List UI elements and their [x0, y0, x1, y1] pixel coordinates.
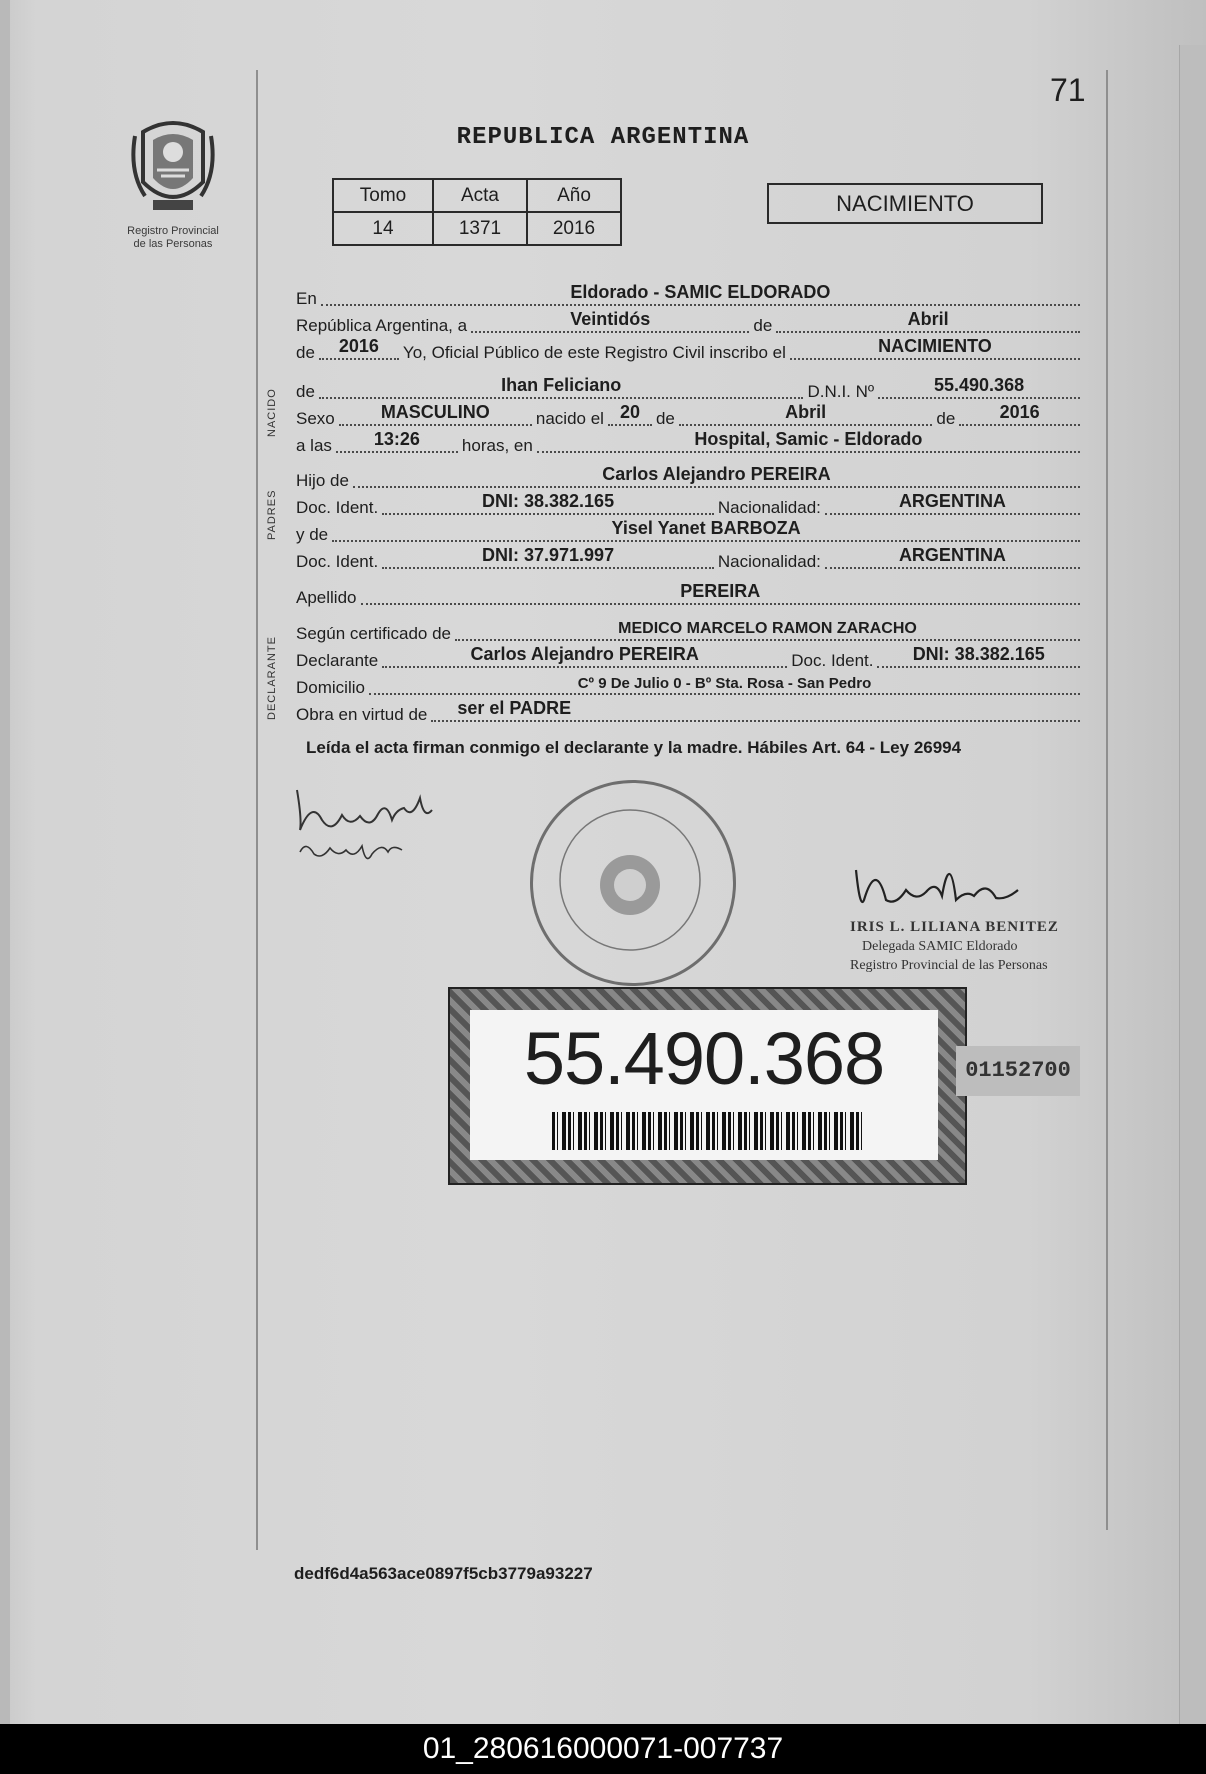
label-number: 55.490.368	[523, 1017, 885, 1100]
value-domicilio: Cº 9 De Julio 0 - Bº Sta. Rosa - San Pedro	[577, 675, 872, 692]
value-nombre: Ihan Feliciano	[501, 375, 622, 395]
page-title: REPUBLICA ARGENTINA	[456, 124, 750, 151]
registry-stamp	[530, 780, 736, 986]
value-inscribo: NACIMIENTO	[878, 336, 992, 356]
value-padre-doc: DNI: 38.382.165	[482, 491, 615, 511]
value-obra: ser el PADRE	[457, 698, 572, 718]
value-dni: 55.490.368	[934, 375, 1025, 395]
label-republica: República Argentina, a	[296, 316, 468, 335]
label-en: En	[296, 289, 317, 308]
value-en: Eldorado - SAMIC ELDORADO	[570, 282, 831, 302]
ref-header-acta: Acta	[433, 179, 527, 212]
signer-office: Registro Provincial de las Personas	[850, 958, 1048, 973]
declarant-signature	[292, 780, 462, 880]
row-madre-doc	[296, 547, 1084, 573]
side-label-declarante: DECLARANTE	[266, 636, 278, 720]
value-nacido-mes: Abril	[785, 402, 827, 422]
left-margin-line	[256, 70, 258, 1550]
signer-name: IRIS L. LILIANA BENITEZ	[850, 919, 1059, 935]
value-madre-doc: DNI: 37.971.997	[482, 545, 615, 565]
label-hijo: Hijo de	[296, 471, 349, 490]
label-nacionalidad-madre: Nacionalidad:	[717, 552, 821, 571]
footer-id: 01_280616000071-007737	[0, 1724, 1206, 1774]
label-de-nacido-mes: de	[655, 409, 675, 428]
label-certificado: Según certificado de	[296, 624, 451, 643]
signer-role: Delegada SAMIC Eldorado	[862, 939, 1018, 954]
row-inscripcion	[296, 338, 1084, 364]
value-nacido-anio: 2016	[999, 402, 1040, 422]
label-nacido-el: nacido el	[535, 409, 604, 428]
value-padre-nac: ARGENTINA	[898, 491, 1006, 511]
label-dni: D.N.I. Nº	[807, 382, 875, 401]
ref-header-anio: Año	[527, 179, 621, 212]
label-de-mes: de	[753, 316, 773, 335]
registry-logo	[118, 112, 228, 251]
logo-caption-line-1: Registro Provincial	[127, 225, 219, 237]
side-label-nacido: NACIDO	[266, 388, 278, 437]
row-hora	[296, 431, 1084, 457]
label-doc-declarante: Doc. Ident.	[791, 651, 874, 670]
value-hora: 13:26	[373, 429, 420, 449]
ref-header-tomo: Tomo	[333, 179, 433, 212]
next-page-edge	[1179, 45, 1206, 1725]
value-madre: Yisel Yanet BARBOZA	[611, 518, 801, 538]
side-label-padres: PADRES	[266, 489, 278, 540]
official-signature	[846, 840, 1036, 920]
page-edge	[0, 0, 10, 1724]
side-code-tag: 01152700	[956, 1046, 1080, 1096]
stamp-emblem-icon	[530, 780, 730, 980]
document-hash: dedf6d4a563ace0897f5cb3779a93227	[294, 1564, 593, 1583]
ref-value-anio: 2016	[527, 212, 621, 245]
label-a-las: a las	[296, 436, 332, 455]
value-padre: Carlos Alejandro PEREIRA	[602, 464, 831, 484]
value-mes: Abril	[907, 309, 949, 329]
value-madre-nac: ARGENTINA	[898, 545, 1006, 565]
reference-table	[332, 178, 622, 246]
value-sexo: MASCULINO	[380, 402, 490, 422]
label-declarante: Declarante	[296, 651, 379, 670]
label-sexo: Sexo	[296, 409, 335, 428]
label-de-nacido-anio: de	[936, 409, 956, 428]
logo-caption-line-2: de las Personas	[133, 238, 213, 250]
closing-statement: Leída el acta firman conmigo el declarante y la madre. Hábiles Art. 64 - Ley 26994	[306, 738, 962, 757]
value-dia: Veintidós	[570, 309, 651, 329]
value-declarante: Carlos Alejandro PEREIRA	[470, 644, 699, 664]
value-nacido-dia: 20	[619, 402, 640, 422]
value-anio: 2016	[338, 336, 379, 356]
label-horas-en: horas, en	[461, 436, 533, 455]
label-de-anio: de	[296, 343, 315, 362]
barcode-icon	[552, 1112, 862, 1150]
ref-value-tomo: 14	[333, 212, 433, 245]
record-type-box: NACIMIENTO	[767, 183, 1043, 224]
coat-of-arms-icon	[123, 112, 223, 220]
label-de-nombre: de	[296, 382, 315, 401]
label-domicilio: Domicilio	[296, 678, 365, 697]
row-obra	[296, 700, 1084, 726]
value-certificado: MEDICO MARCELO RAMON ZARACHO	[618, 620, 917, 637]
value-lugar: Hospital, Samic - Eldorado	[694, 429, 923, 449]
official-signer	[850, 918, 1080, 975]
label-oficial: Yo, Oficial Público de este Registro Civil inscribo el	[402, 343, 786, 362]
row-apellido	[296, 583, 1084, 609]
security-label-inner	[470, 1010, 938, 1160]
label-doc-padre: Doc. Ident.	[296, 498, 379, 517]
value-apellido: PEREIRA	[680, 581, 761, 601]
label-obra: Obra en virtud de	[296, 705, 428, 724]
sheet-number: 71	[1050, 72, 1086, 108]
label-doc-madre: Doc. Ident.	[296, 552, 379, 571]
label-nacionalidad-padre: Nacionalidad:	[717, 498, 821, 517]
label-y-de: y de	[296, 525, 329, 544]
label-apellido: Apellido	[296, 588, 357, 607]
value-declarante-doc: DNI: 38.382.165	[912, 644, 1045, 664]
right-margin-line	[1106, 70, 1108, 1530]
ref-value-acta: 1371	[433, 212, 527, 245]
